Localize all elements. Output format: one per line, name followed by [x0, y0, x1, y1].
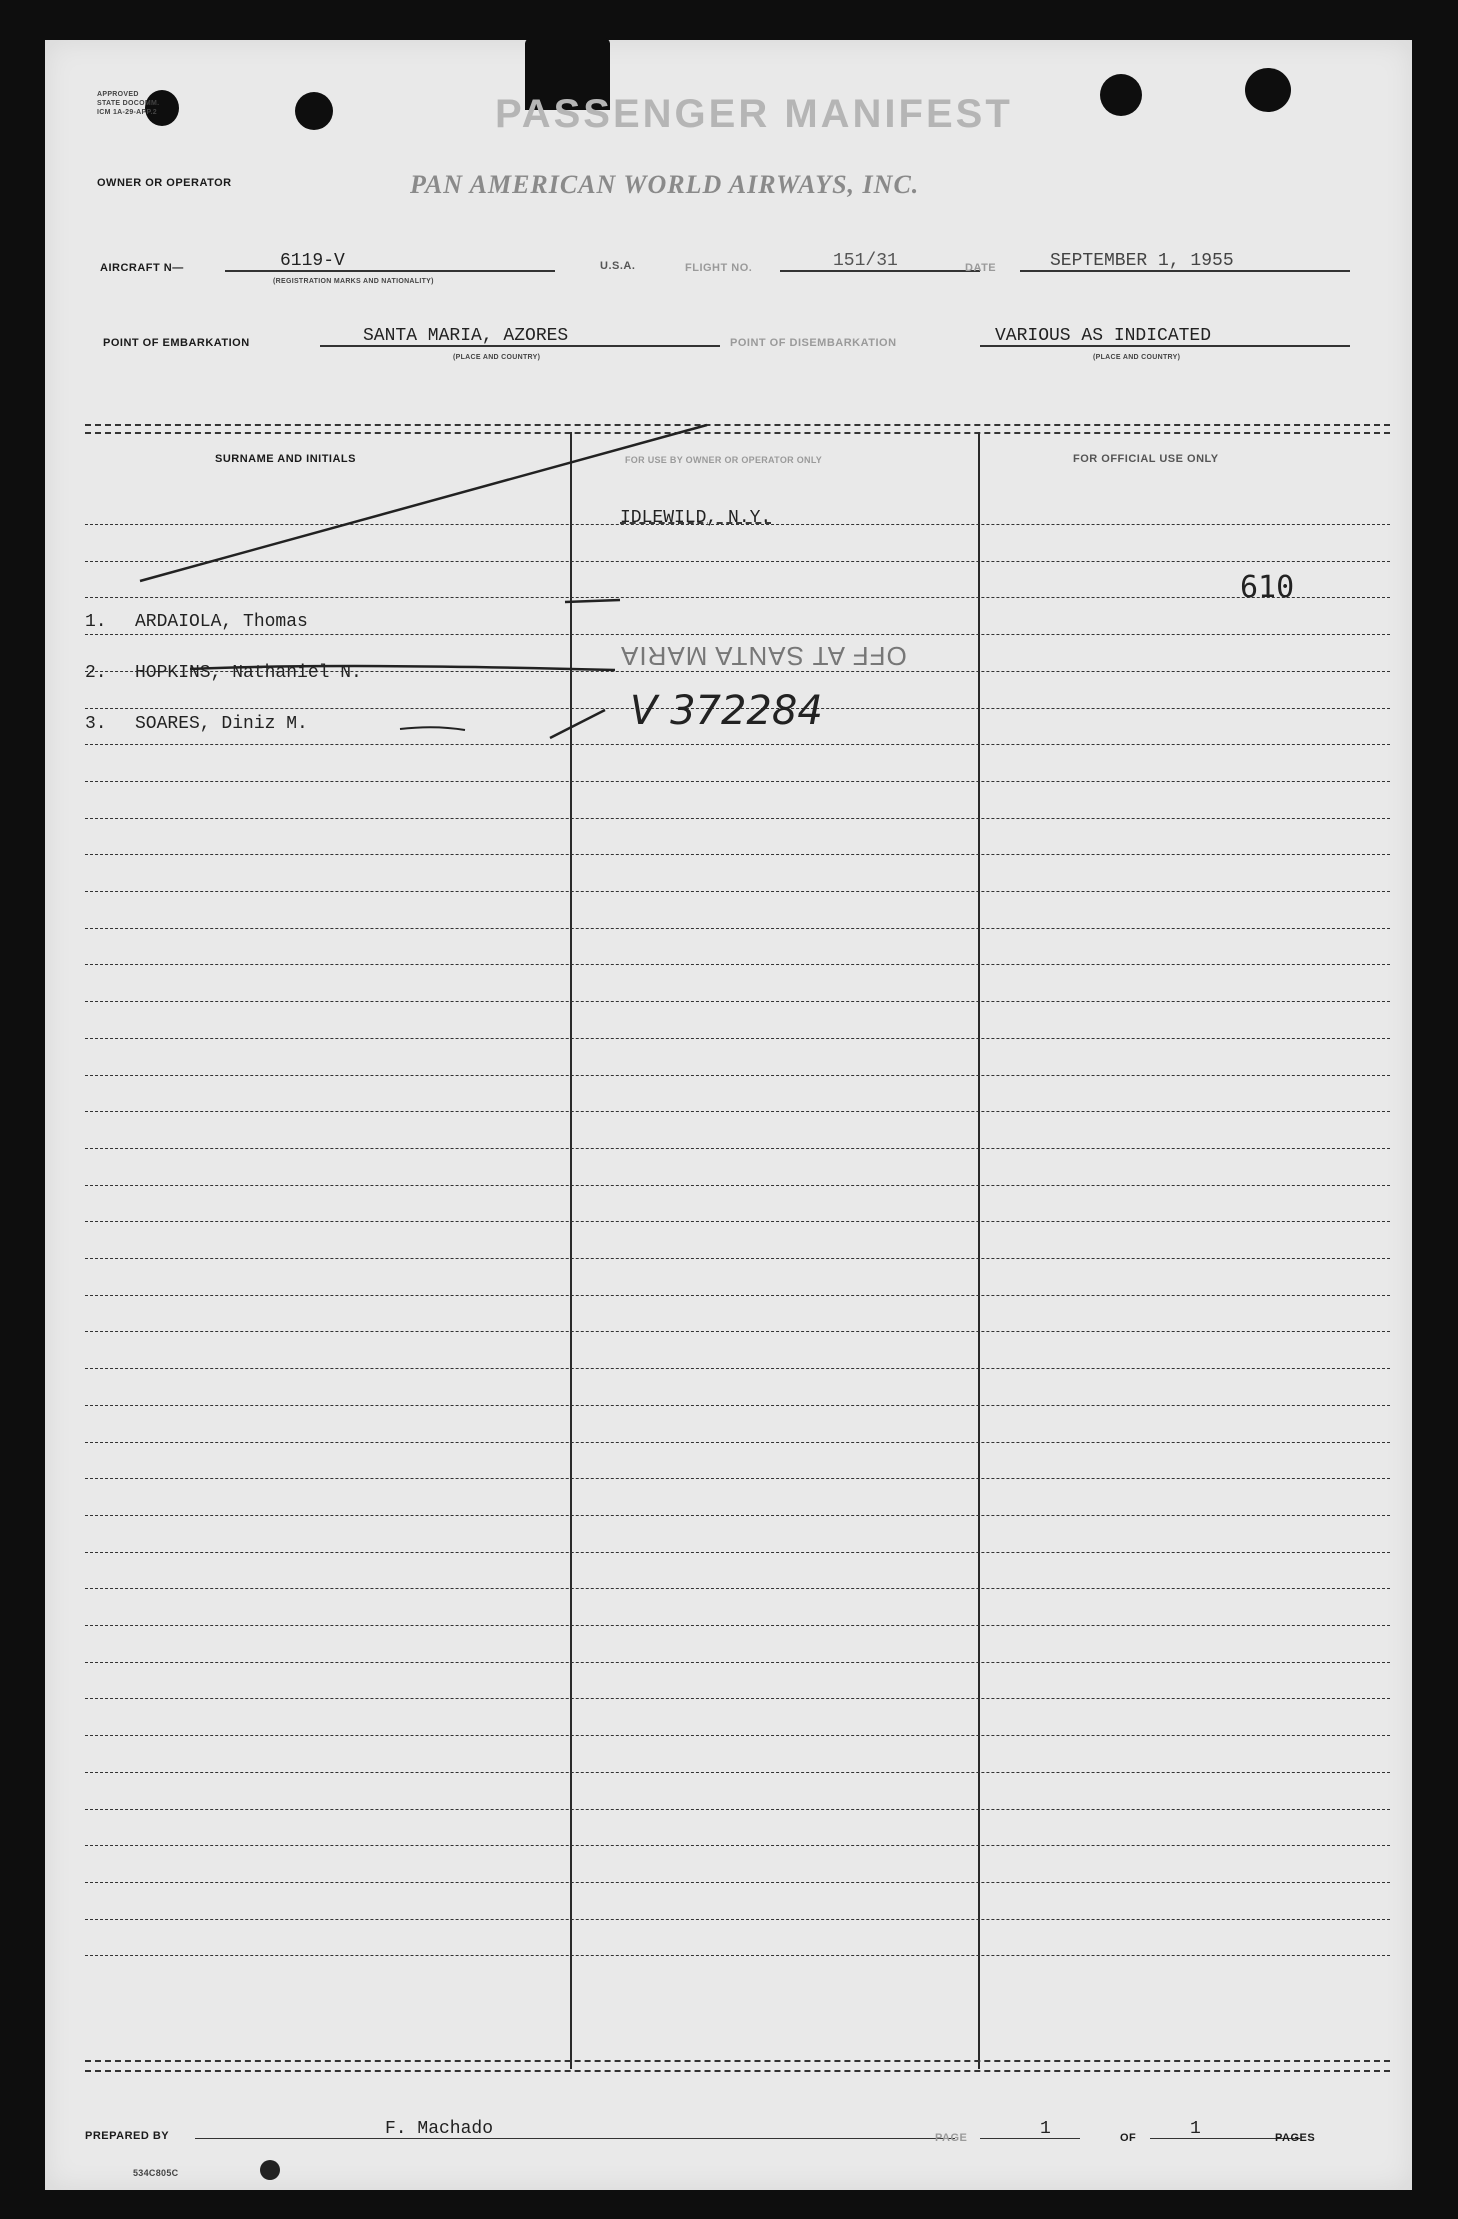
usa-label: U.S.A. [600, 260, 636, 272]
pages-label: PAGES [1275, 2132, 1316, 2144]
official-number: 610 [1240, 570, 1295, 605]
approval-line: ICM 1A-29-APP.2 [97, 109, 158, 116]
owner-value: PAN AMERICAN WORLD AIRWAYS, INC. [410, 170, 920, 199]
passenger-name: SOARES, Diniz M. [135, 714, 308, 734]
off-at-stamp: OFF AT SANTA MARIA [620, 641, 907, 671]
union-bug-icon [260, 2160, 280, 2180]
flight-label: FLIGHT NO. [685, 262, 753, 274]
embarkation-label: POINT OF EMBARKATION [103, 337, 250, 349]
passenger-number: 1. [85, 612, 107, 632]
passenger-number: 3. [85, 714, 107, 734]
form-title: PASSENGER MANIFEST [495, 92, 1013, 136]
manifest-paper [45, 40, 1412, 2190]
page-label: PAGE [935, 2132, 968, 2144]
column-header-official-use: FOR OFFICIAL USE ONLY [1073, 453, 1219, 465]
place-caption: (PLACE AND COUNTRY) [453, 354, 541, 361]
owner-label: OWNER OR OPERATOR [97, 177, 232, 189]
column-header-surname: SURNAME AND INITIALS [215, 453, 356, 465]
disembarkation-value: VARIOUS AS INDICATED [995, 326, 1212, 346]
flight-value: 151/31 [833, 251, 898, 271]
passenger-name: ARDAIOLA, Thomas [135, 612, 308, 632]
aircraft-value: 6119-V [280, 251, 345, 271]
aircraft-label: AIRCRAFT N— [100, 262, 184, 274]
of-value: 1 [1190, 2119, 1201, 2139]
column-header-owner-use: FOR USE BY OWNER OR OPERATOR ONLY [625, 455, 823, 465]
passenger-number: 2. [85, 663, 107, 683]
form-code: 534C805C [133, 2168, 179, 2178]
date-value: SEPTEMBER 1, 1955 [1050, 251, 1234, 271]
approval-line: STATE DOCOMM. [97, 100, 160, 107]
date-label: DATE [965, 262, 997, 274]
page-value: 1 [1040, 2119, 1051, 2139]
registration-caption: (REGISTRATION MARKS AND NATIONALITY) [273, 278, 434, 285]
prepared-by-label: PREPARED BY [85, 2130, 170, 2142]
destination-text: IDLEWILD, N.Y. [620, 508, 772, 528]
handwritten-number: V 372284 [630, 688, 823, 734]
diagonal-strike [45, 40, 1412, 2190]
embarkation-value: SANTA MARIA, AZORES [363, 326, 569, 346]
disembarkation-label: POINT OF DISEMBARKATION [730, 337, 897, 349]
passenger-name: HOPKINS, Nathaniel N. [135, 663, 362, 683]
place-caption: (PLACE AND COUNTRY) [1093, 354, 1181, 361]
approval-line: APPROVED [97, 91, 139, 98]
of-label: OF [1120, 2132, 1137, 2144]
prepared-by-value: F. Machado [385, 2119, 494, 2139]
